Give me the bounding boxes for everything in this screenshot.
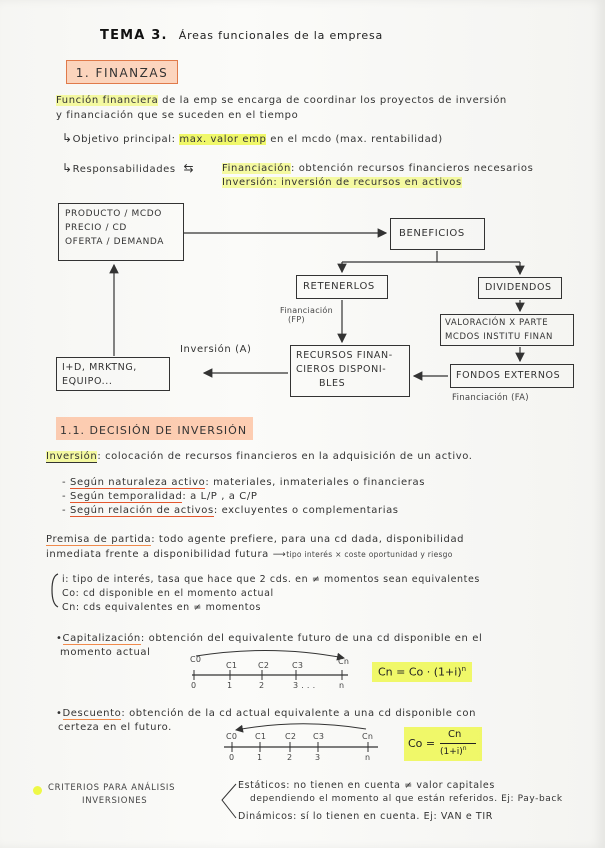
def-i: i: tipo de interés, tasa que hace que 2 cds. en ≠ momentos sean equivalentes <box>62 574 480 585</box>
descuento-formula: Co = Cn $(1+i)^n$ <box>404 727 482 761</box>
financiacion-line: Financiación: obtención recursos financieros necesarios <box>222 163 534 174</box>
label-financiacion-fp: Financiación (FP) <box>280 306 333 324</box>
descuento-label: Descuento <box>62 708 122 719</box>
box-recursos-financieros: RECURSOS FINAN- CIEROS DISPONI- BLES <box>290 345 410 397</box>
cap-c3: C3 <box>292 661 304 670</box>
desc-tick-1: 1 <box>257 753 263 762</box>
cap-c2: C2 <box>258 661 270 670</box>
section-decision-inversion-heading: 1.1. DECISIÓN DE INVERSIÓN <box>56 417 253 440</box>
inversion-line: Inversión: inversión de recursos en activos <box>222 177 462 188</box>
cap-tick-0: 0 <box>191 681 197 690</box>
box-fondos-externos: FONDOS EXTERNOS <box>450 364 574 388</box>
label-inversion-a: Inversión (A) <box>180 344 252 355</box>
criterio-dinamicos: Dinámicos: sí lo tienen en cuenta. Ej: VAN e TIR <box>238 811 493 822</box>
box-producto-mcdo: PRODUCTO / MCDO PRECIO / CD OFERTA / DEMANDA <box>58 203 184 261</box>
cap-tick-2: 2 <box>259 681 265 690</box>
inversion-definition: Inversión: colocación de recursos financieros en la adquisición de un activo. <box>46 451 473 462</box>
section-finanzas-heading: 1. FINANZAS <box>66 60 178 84</box>
criterio-estaticos-2: dependiendo el momento al que están referidos. Ej: Pay-back <box>250 794 563 804</box>
tema-subtitle: Áreas funcionales de la empresa <box>178 29 384 42</box>
capitalizacion-line2: momento actual <box>60 647 151 658</box>
funcion-line2: y financiación que se suceden en el tiempo <box>56 110 299 121</box>
inversion-def-label: Inversión <box>46 451 98 462</box>
desc-tick-n: n <box>365 753 371 762</box>
desc-c1: C1 <box>255 732 267 741</box>
tema-number: TEMA 3. <box>100 28 168 43</box>
descuento-line1: •Descuento: obtención de la cd actual equivalente a una cd disponible con <box>56 708 477 719</box>
cap-c0: C0 <box>190 655 202 664</box>
criterios-title-1: CRITERIOS PARA ANÁLISIS <box>48 783 176 793</box>
def-cn: Cn: cds equivalentes en ≠ momentos <box>62 602 262 613</box>
criterio-estaticos-1: Estáticos: no tienen en cuenta ≠ valor capitales <box>238 780 495 791</box>
box-id-mrktng: I+D, MRKTNG, EQUIPO... <box>56 357 170 391</box>
desc-tick-0: 0 <box>229 753 235 762</box>
box-dividendos: DIVIDENDOS <box>478 277 562 299</box>
capitalizacion-line1: •Capitalización: obtención del equivalente futuro de una cd disponible en el <box>56 633 483 644</box>
funcion-label: Función financiera <box>56 95 159 106</box>
criterio-relacion: - Según relación de activos: excluyentes o complementarias <box>62 505 399 516</box>
capitalizacion-formula: $Cn = Co \cdot (1+i)^n$ <box>372 662 472 682</box>
label-financiacion-fa: Financiación (FA) <box>452 393 529 403</box>
box-retenerlos: RETENERLOS <box>296 275 388 299</box>
cap-tick-3: 3 . . . <box>293 681 316 690</box>
cap-c1: C1 <box>226 661 238 670</box>
cap-tick-1: 1 <box>227 681 233 690</box>
box-valoracion: VALORACIÓN X PARTE MCDOS INSTITU FINAN <box>440 314 574 346</box>
def-co: Co: cd disponible en el momento actual <box>62 588 274 599</box>
premisa-line1: Premisa de partida: todo agente prefiere, para una cd dada, disponibilidad <box>46 534 465 545</box>
desc-tick-3: 3 <box>315 753 321 762</box>
desc-c2: C2 <box>285 732 297 741</box>
criterio-naturaleza: - Según naturaleza activo: materiales, inmateriales o financieras <box>62 477 426 488</box>
cap-cn: Cn <box>338 657 350 666</box>
desc-c3: C3 <box>313 732 325 741</box>
criterios-title-2: INVERSIONES <box>82 796 148 806</box>
financiacion-label: Financiación <box>222 163 291 174</box>
objetivo-value: max. valor emp <box>179 134 267 145</box>
desc-cn: Cn <box>362 732 374 741</box>
box-beneficios: BENEFICIOS <box>390 218 485 250</box>
responsabilidades-label: ↳Responsabilidades ⇆ <box>62 161 195 175</box>
funcion-line1: Función financiera de la emp se encarga de coordinar los proyectos de inversión <box>56 95 507 106</box>
inversion-label: Inversión <box>222 177 274 188</box>
descuento-line2: certeza en el futuro. <box>58 722 172 733</box>
criterio-temporalidad: - Según temporalidad: a L/P , a C/P <box>62 491 258 502</box>
cap-tick-n: n <box>339 681 345 690</box>
desc-c0: C0 <box>226 732 238 741</box>
desc-tick-2: 2 <box>287 753 293 762</box>
objetivo-line: ↳Objetivo principal: max. valor emp en el mcdo (max. rentabilidad) <box>62 131 443 145</box>
premisa-line2: inmediata frente a disponibilidad futura ⟶tipo interés × coste oportunidad y riesgo <box>46 549 453 560</box>
capitalizacion-label: Capitalización <box>62 633 141 644</box>
premisa-label: Premisa de partida <box>46 534 152 545</box>
